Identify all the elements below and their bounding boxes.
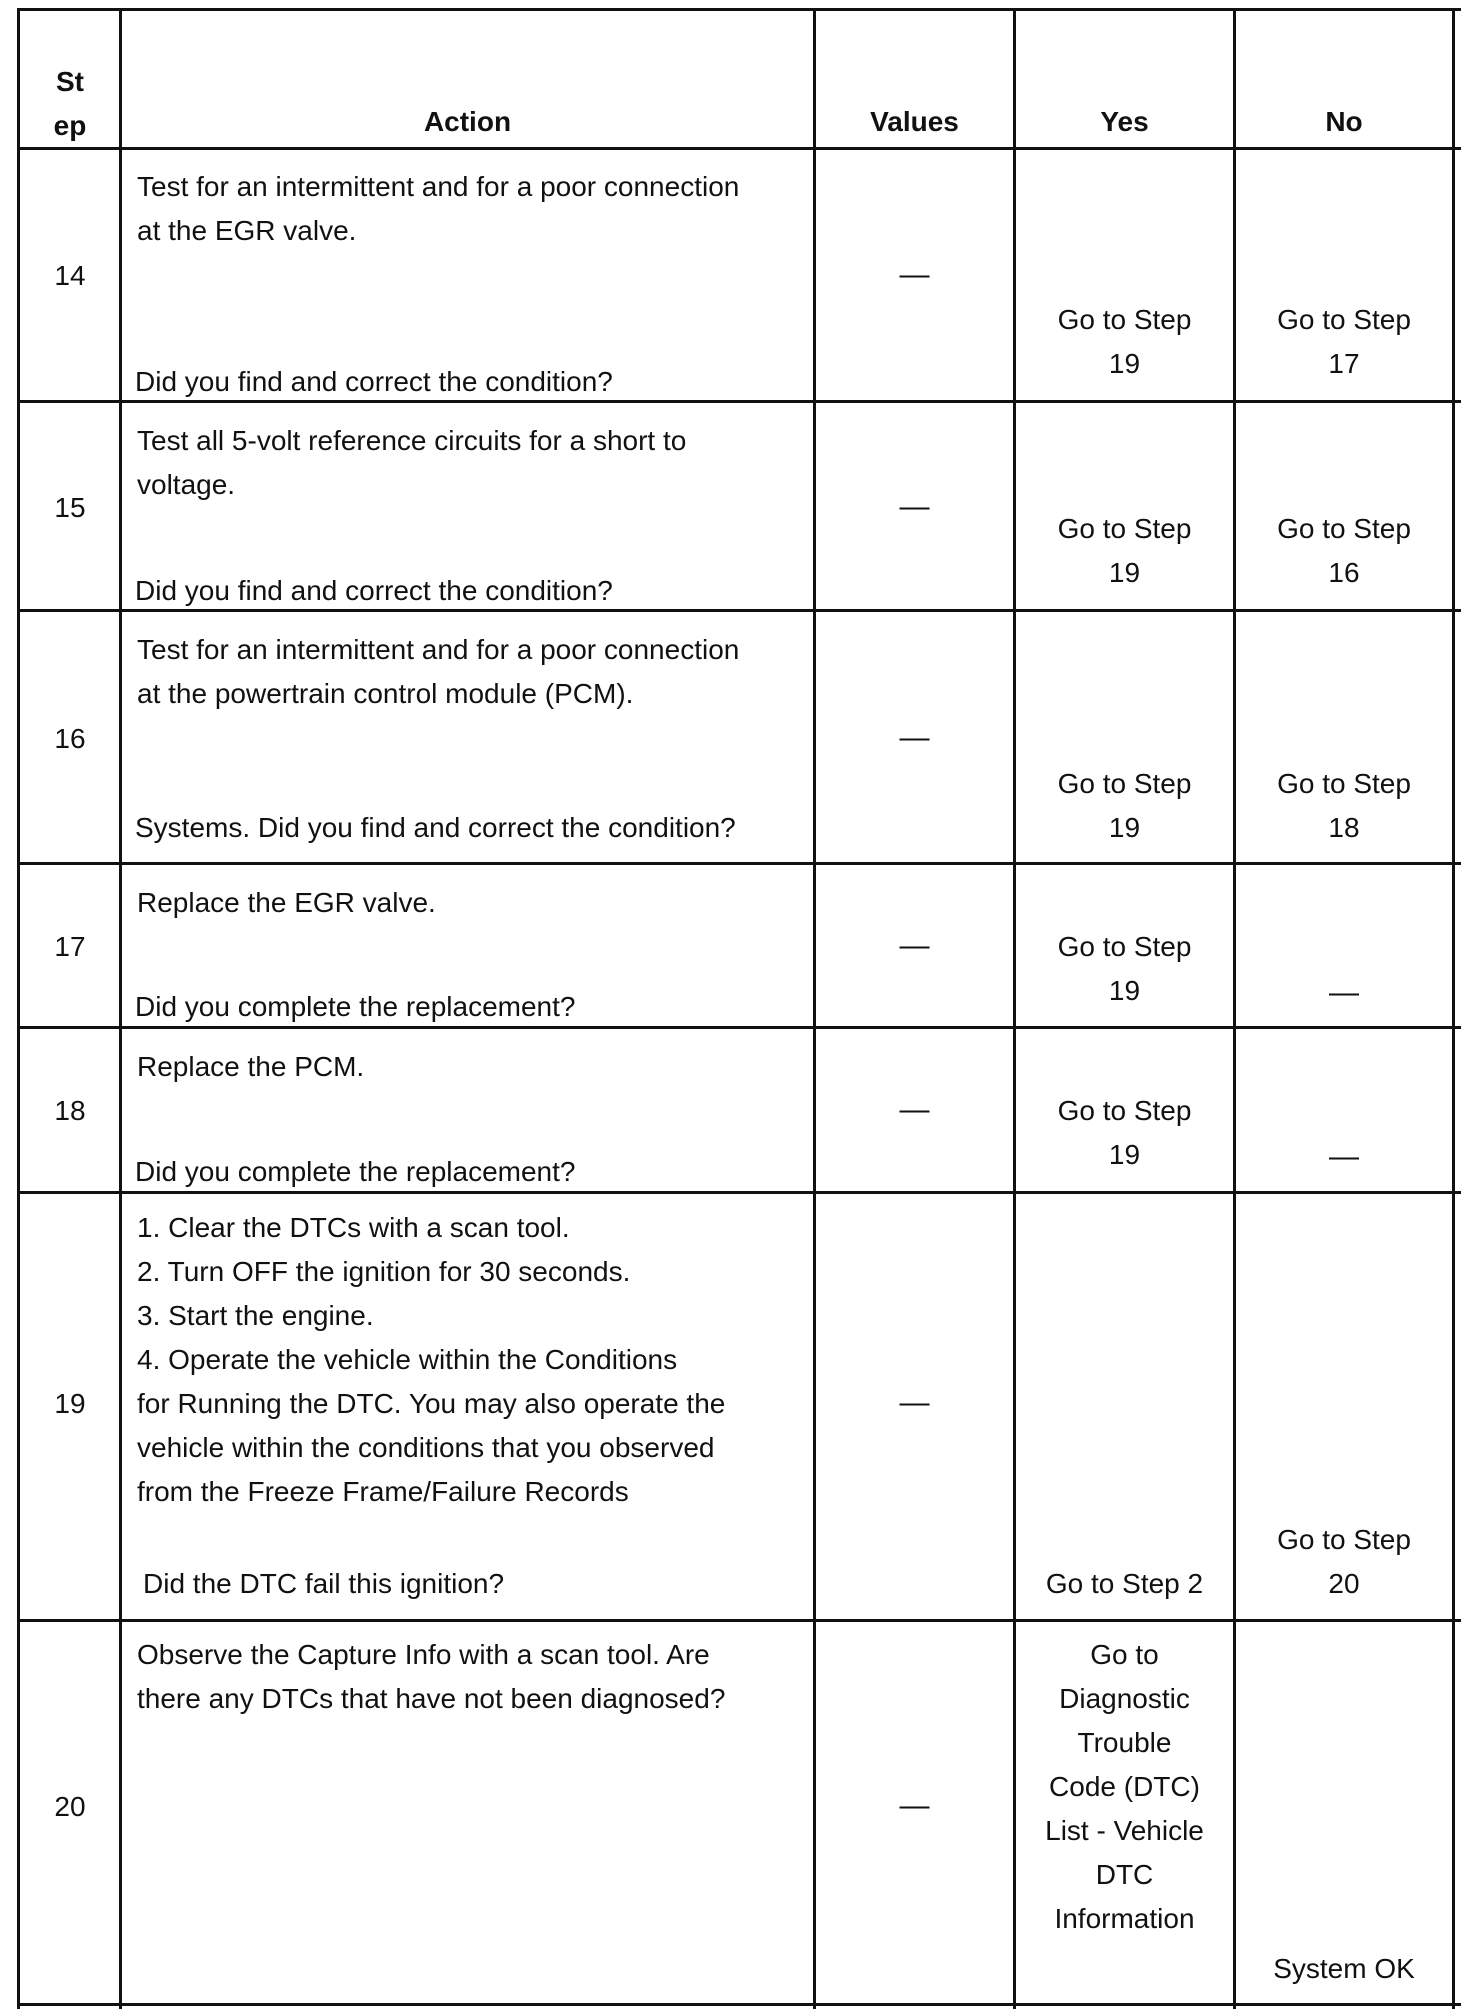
- no-action: —: [1329, 1140, 1359, 1173]
- yes-action: Go to Step 19: [1057, 931, 1192, 1006]
- header-no: No: [1325, 106, 1363, 137]
- step-number: 14: [54, 260, 86, 291]
- grid-line: [17, 147, 1461, 150]
- header-values: Values: [870, 106, 959, 137]
- header-yes: Yes: [1100, 106, 1149, 137]
- header-action: Action: [423, 106, 512, 137]
- yes-action: Go to Step 19: [1057, 1095, 1192, 1170]
- step-number: 19: [54, 1388, 86, 1419]
- grid-line: [17, 9, 20, 2009]
- step-number: 17: [54, 931, 86, 962]
- grid-line: [119, 9, 122, 2009]
- yes-action: Go to Diagnostic Trouble Code (DTC) List - Vehicle DTC Information: [1045, 1639, 1204, 1934]
- no-action: Go to Step 20: [1277, 1524, 1411, 1599]
- step-number: 20: [54, 1791, 86, 1822]
- grid-line: [17, 2003, 1461, 2006]
- action-text: Test all 5-volt reference circuits for a short to voltage.: [137, 425, 687, 500]
- grid-line: [813, 9, 816, 2009]
- no-action: System OK: [1273, 1953, 1415, 1984]
- yes-action: Go to Step 19: [1057, 768, 1192, 843]
- action-question: Systems. Did you find and correct the condition?: [135, 812, 736, 843]
- action-text: Replace the PCM.: [137, 1051, 365, 1082]
- grid-line: [1452, 9, 1455, 2009]
- step-number: 18: [54, 1095, 86, 1126]
- values-text: —: [899, 1093, 930, 1126]
- values-text: —: [899, 258, 930, 291]
- action-text: Observe the Capture Info with a scan tool. Are there any DTCs that have not been diagnosed?: [137, 1639, 726, 1714]
- no-action: Go to Step 16: [1277, 513, 1411, 588]
- action-question: Did you find and correct the condition?: [135, 575, 613, 606]
- values-text: —: [899, 1386, 930, 1419]
- grid-line: [17, 8, 1461, 11]
- values-text: —: [899, 929, 930, 962]
- grid-line: [17, 862, 1461, 865]
- action-question: Did you find and correct the condition?: [135, 366, 613, 397]
- action-text: Test for an intermittent and for a poor connection at the EGR valve.: [137, 171, 740, 246]
- action-text: Test for an intermittent and for a poor connection at the powertrain control module (PCM).: [137, 634, 740, 709]
- values-text: —: [899, 1789, 930, 1822]
- action-question: Did you complete the replacement?: [135, 991, 576, 1022]
- no-action: —: [1329, 976, 1359, 1009]
- no-action: Go to Step 17: [1277, 304, 1411, 379]
- header-step: St ep: [53, 66, 87, 141]
- step-number: 16: [54, 723, 86, 754]
- grid-line: [17, 1619, 1461, 1622]
- values-text: —: [899, 490, 930, 523]
- values-text: —: [899, 721, 930, 754]
- yes-action: Go to Step 19: [1057, 513, 1192, 588]
- action-text: 1. Clear the DTCs with a scan tool. 2. Turn OFF the ignition for 30 seconds. 3. Start the engine. 4. Operate the vehicle within the Conditions for Running the DTC. You may also operate the vehicle within the conditions that you observed from the Freeze Frame/Failure Records: [137, 1212, 726, 1507]
- action-question: Did you complete the replacement?: [135, 1156, 576, 1187]
- action-question: Did the DTC fail this ignition?: [143, 1568, 505, 1599]
- step-number: 15: [54, 492, 86, 523]
- yes-action: Go to Step 19: [1057, 304, 1192, 379]
- action-text: Replace the EGR valve.: [137, 887, 436, 918]
- yes-action: Go to Step 2: [1045, 1568, 1204, 1599]
- no-action: Go to Step 18: [1277, 768, 1411, 843]
